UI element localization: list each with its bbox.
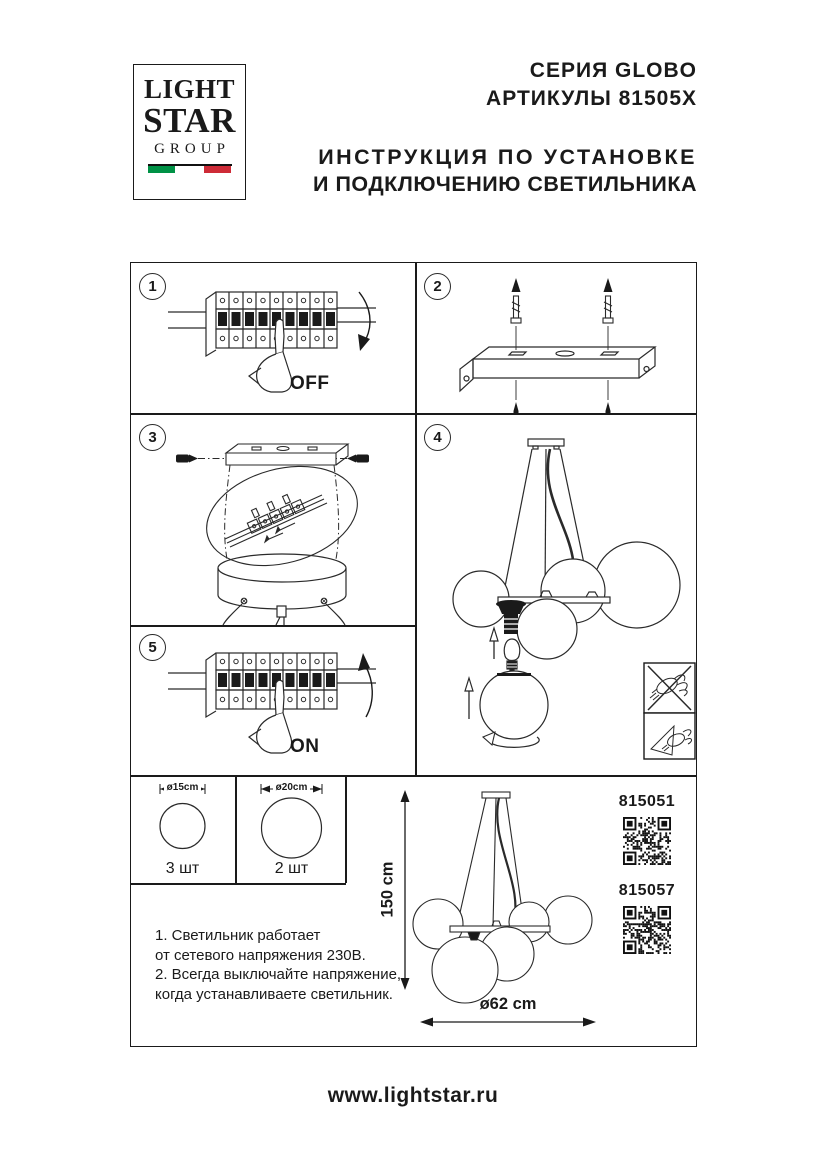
- use-cloth-icon: [644, 713, 695, 759]
- dowel-icon: [511, 278, 613, 323]
- arrow-up-icon-2: [465, 678, 473, 719]
- note-line-1: 1. Светильник работает: [155, 927, 321, 944]
- shade-cell-divider-2: [345, 775, 347, 883]
- qr-code-815057: [623, 906, 671, 954]
- mounting-bracket-illustration: [415, 262, 697, 413]
- canopy-wiring-illustration: [130, 413, 415, 625]
- italian-flag-icon: [148, 164, 232, 173]
- step-number-5: 5: [139, 634, 166, 661]
- qr-code-815051: [623, 817, 671, 865]
- breaker-on-illustration: [130, 625, 415, 775]
- step-number-3: 3: [139, 424, 166, 451]
- globe-shade-icon: [480, 671, 548, 739]
- step-number-1: 1: [139, 273, 166, 300]
- instruction-title-line1: ИНСТРУКЦИЯ ПО УСТАНОВКЕ: [318, 145, 697, 169]
- diameter-dimension-label: ø62 cm: [479, 995, 537, 1013]
- qr-article-815051: 815051: [618, 793, 676, 810]
- chandelier-assembly-illustration: [415, 413, 697, 775]
- canopy-cup: [218, 554, 346, 625]
- no-bare-hands-icon: [644, 663, 695, 713]
- terminal-block-detail: [195, 451, 368, 582]
- screw-icon: [511, 402, 613, 413]
- series-title: СЕРИЯ GLOBO: [529, 59, 697, 82]
- shade-cell-bottom-border: [130, 883, 346, 885]
- flag-red-stripe: [204, 166, 232, 173]
- header-block: [313, 57, 697, 198]
- note-line-3: 2. Всегда выключайте напряжение,: [155, 966, 402, 983]
- small-shade-qty: 3 шт: [165, 860, 200, 877]
- off-label: OFF: [290, 373, 330, 394]
- height-dimension-arrow: [396, 790, 414, 990]
- diameter-dimension-arrow: [420, 1014, 596, 1030]
- lightstar-logo: [133, 64, 246, 200]
- flag-green-stripe: [148, 166, 176, 173]
- instruction-title-line2: И ПОДКЛЮЧЕНИЮ СВЕТИЛЬНИКА: [313, 172, 697, 196]
- bulb-icon: [504, 639, 519, 674]
- on-label: ON: [290, 736, 320, 757]
- note-line-2: от сетевого напряжения 230В.: [155, 946, 366, 964]
- grid-horizontal-divider-3: [130, 775, 697, 777]
- note-line-4: когда устанавливаете светильник.: [155, 985, 393, 1003]
- shade-cell-divider-1: [235, 775, 237, 883]
- safety-notes: [155, 926, 405, 1004]
- arrow-up-icon: [358, 653, 372, 717]
- large-shade-qty: 2 шт: [274, 860, 309, 877]
- footer-url: www.lightstar.ru: [327, 1084, 499, 1107]
- qr-article-815057: 815057: [618, 882, 676, 899]
- articles-title: АРТИКУЛЫ 81505X: [486, 87, 697, 110]
- breaker-off-illustration: [130, 262, 415, 413]
- small-shade-diameter: ø15cm: [135, 782, 230, 793]
- logo-group-text: GROUP: [154, 141, 230, 157]
- step-number-2: 2: [424, 273, 451, 300]
- flag-white-stripe: [175, 166, 204, 173]
- logo-star-text: STAR: [143, 101, 236, 140]
- logo-light-text: LIGHT: [143, 74, 236, 104]
- arrow-up-icon: [490, 628, 498, 659]
- height-dimension-label: 150 cm: [378, 861, 397, 918]
- step-number-4: 4: [424, 424, 451, 451]
- large-shade-diameter: ø20cm: [243, 782, 340, 793]
